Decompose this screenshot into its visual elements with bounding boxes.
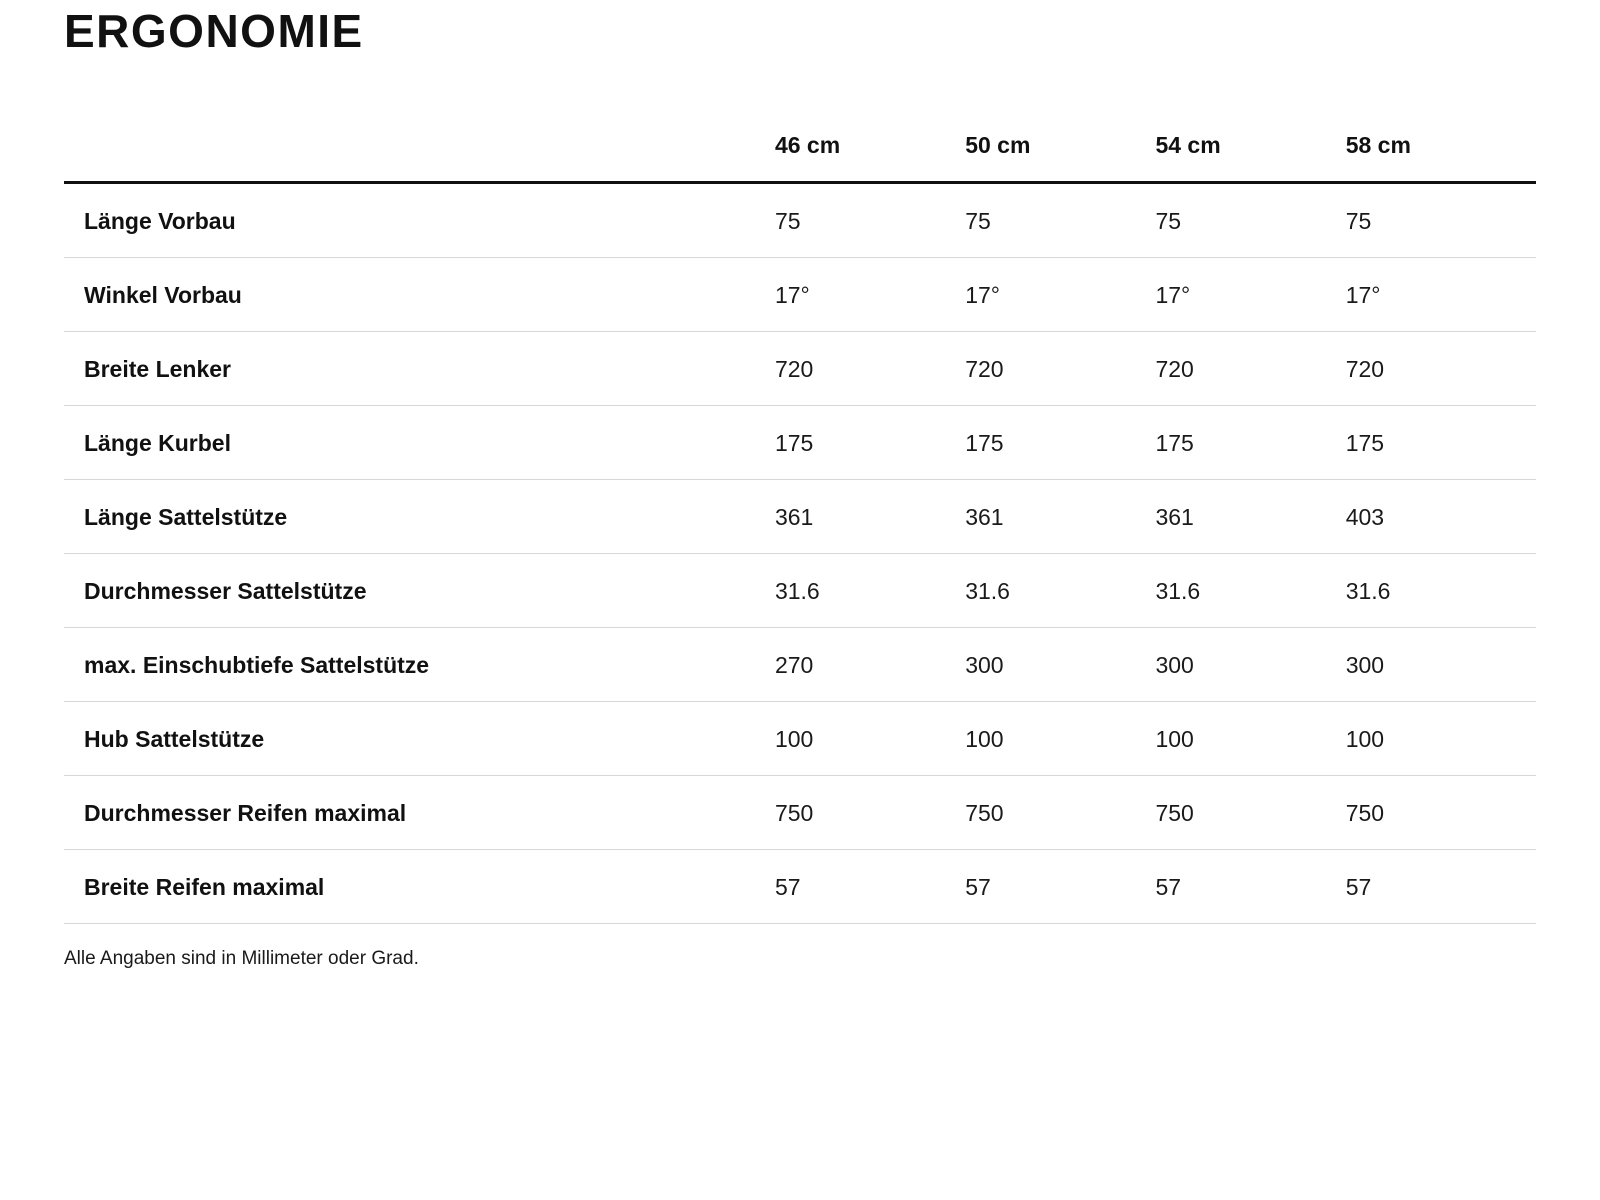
row-value: 750 <box>965 776 1155 850</box>
row-value: 100 <box>1155 702 1345 776</box>
row-label: Breite Lenker <box>64 332 775 406</box>
row-value: 720 <box>965 332 1155 406</box>
row-value: 75 <box>1155 183 1345 258</box>
column-header-size-54: 54 cm <box>1155 132 1221 158</box>
row-label: Durchmesser Reifen maximal <box>64 776 775 850</box>
row-value: 300 <box>965 628 1155 702</box>
row-label: Breite Reifen maximal <box>64 850 775 924</box>
row-value: 17° <box>775 258 965 332</box>
row-value: 75 <box>775 183 965 258</box>
table-row <box>64 332 1536 406</box>
row-value: 300 <box>1346 628 1536 702</box>
row-value: 17° <box>965 258 1155 332</box>
row-value: 300 <box>1155 628 1345 702</box>
row-value: 31.6 <box>965 554 1155 628</box>
row-value: 361 <box>965 480 1155 554</box>
row-value: 175 <box>1155 406 1345 480</box>
column-header-size-58: 58 cm <box>1345 132 1411 158</box>
row-value: 175 <box>1346 406 1536 480</box>
row-value: 720 <box>1346 332 1536 406</box>
row-value: 750 <box>775 776 965 850</box>
row-value: 75 <box>965 183 1155 258</box>
row-value: 57 <box>965 850 1155 924</box>
row-label: Hub Sattelstütze <box>64 702 775 776</box>
row-value: 57 <box>1155 850 1345 924</box>
row-value: 100 <box>775 702 965 776</box>
row-value: 403 <box>1346 480 1536 554</box>
row-value: 31.6 <box>1346 554 1536 628</box>
table-row <box>64 258 1536 332</box>
row-label: Durchmesser Sattelstütze <box>64 554 775 628</box>
table-header-row <box>64 132 1536 183</box>
row-value: 31.6 <box>1155 554 1345 628</box>
row-label: Winkel Vorbau <box>64 258 775 332</box>
table-header <box>64 132 1536 183</box>
row-value: 750 <box>1346 776 1536 850</box>
row-value: 750 <box>1155 776 1345 850</box>
row-value: 720 <box>1155 332 1345 406</box>
row-label: Länge Kurbel <box>64 406 775 480</box>
row-value: 175 <box>775 406 965 480</box>
row-value: 100 <box>965 702 1155 776</box>
ergonomics-table <box>64 132 1536 924</box>
table-footnote: Alle Angaben sind in Millimeter oder Grad. <box>64 948 419 969</box>
row-value: 57 <box>1346 850 1536 924</box>
row-value: 270 <box>775 628 965 702</box>
table-row <box>64 850 1536 924</box>
row-value: 175 <box>965 406 1155 480</box>
table-row <box>64 628 1536 702</box>
row-label: max. Einschubtiefe Sattelstütze <box>64 628 775 702</box>
row-value: 720 <box>775 332 965 406</box>
row-value: 17° <box>1155 258 1345 332</box>
column-header-size-46: 46 cm <box>774 132 841 158</box>
table-body <box>64 183 1536 924</box>
table-row <box>64 702 1536 776</box>
column-header-attribute <box>64 132 775 183</box>
row-value: 100 <box>1346 702 1536 776</box>
table-row <box>64 480 1536 554</box>
table-row <box>64 406 1536 480</box>
column-header-size-50: 50 cm <box>965 132 1031 158</box>
table-row <box>64 183 1536 258</box>
row-label: Länge Vorbau <box>64 183 775 258</box>
row-value: 361 <box>1155 480 1345 554</box>
table-row <box>64 776 1536 850</box>
row-value: 361 <box>775 480 965 554</box>
row-value: 75 <box>1346 183 1536 258</box>
row-value: 57 <box>775 850 965 924</box>
row-label: Länge Sattelstütze <box>64 480 775 554</box>
row-value: 17° <box>1346 258 1536 332</box>
row-value: 31.6 <box>775 554 965 628</box>
table-row <box>64 554 1536 628</box>
page-title: ERGONOMIE <box>64 5 364 57</box>
